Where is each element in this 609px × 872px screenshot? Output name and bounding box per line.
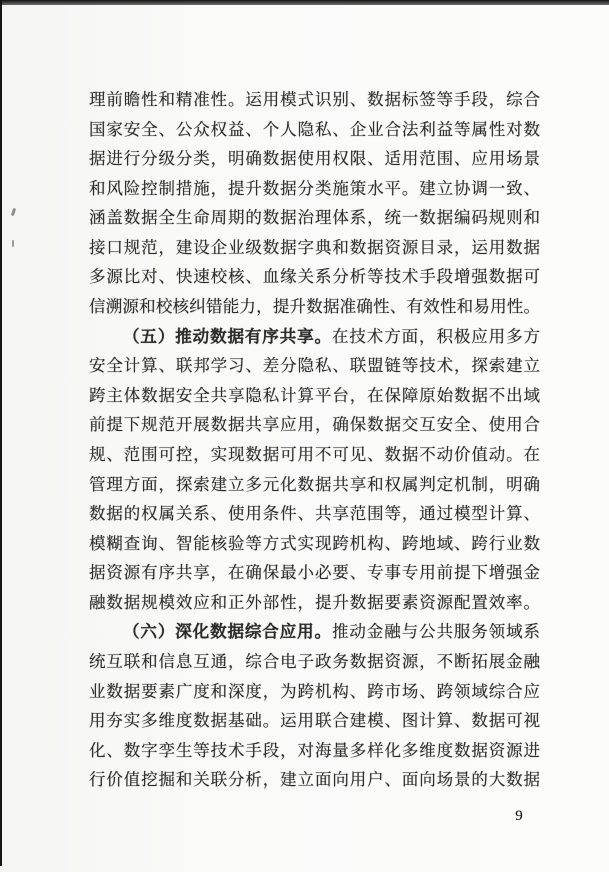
text-line: 前提下规范开展数据共享应用，确保数据交互安全、使用合 [89,415,540,435]
text-line: 管理方面，探索建立多元化数据共享和权属判定机制，明确 [89,474,540,494]
text-line: 跨主体数据安全共享隐私计算平台，在保障原始数据不出域 [89,385,540,405]
scan-artifact-mark [11,208,16,217]
line-text: 推动金融与公共服务领域系 [331,622,541,642]
text-line: 规、范围可控，实现数据可用不可见、数据不动价值动。在 [89,444,540,464]
text-line: 据资源有序共享，在确保最小必要、专事专用前提下增强金 [89,563,540,583]
scan-artifact-mark [12,240,14,247]
section-heading: （五）推动数据有序共享。 [123,326,332,346]
section-heading-line [89,617,540,647]
scan-edge-top [0,0,609,5]
section-heading: （六）深化数据综合应用。 [123,622,332,642]
text-line: 国家安全、公众权益、个人隐私、企业合法利益等属性对数 [89,119,540,139]
text-line: 接口规范，建设企业级数据字典和数据资源目录，运用数据 [89,237,540,257]
text-line: 安全计算、联邦学习、差分隐私、联盟链等技术，探索建立 [89,356,540,376]
text-line: 数据的权属关系、使用条件、共享范围等，通过模型计算、 [89,504,540,524]
body-text [89,85,540,795]
text-line: 统互联和信息互通，综合电子政务数据资源，不断拓展金融 [89,651,540,671]
section-heading-line [89,322,540,352]
page-number: 9 [515,808,523,824]
text-line: 融数据规模效应和正外部性，提升数据要素资源配置效率。 [89,592,540,612]
line-text: 在技术方面，积极应用多方 [331,326,541,346]
text-line: 涵盖数据全生命周期的数据治理体系，统一数据编码规则和 [89,208,540,228]
text-line: 理前瞻性和精准性。运用模式识别、数据标签等手段，综合 [89,90,540,109]
text-line: 业数据要素广度和深度，为跨机构、跨市场、跨领域综合应 [89,681,540,701]
text-line: 用夯实多维度数据基础。运用联合建模、图计算、数据可视 [89,711,540,731]
text-line: 化、数字孪生等技术手段，对海量多样化多维度数据资源进 [89,740,540,760]
scan-edge-left [0,0,2,866]
text-line: 信溯源和校核纠错能力，提升数据准确性、有效性和易用性。 [89,297,540,317]
text-line: 模糊查询、智能核验等方式实现跨机构、跨地域、跨行业数 [89,533,540,553]
text-line: 行价值挖掘和关联分析，建立面向用户、面向场景的大数据 [89,770,540,790]
text-line: 据进行分级分类，明确数据使用权限、适用范围、应用场景 [89,149,540,169]
text-line: 和风险控制措施，提升数据分类施策水平。建立协调一致、 [89,178,540,198]
text-line: 多源比对、快速校核、血缘关系分析等技术手段增强数据可 [89,267,540,287]
